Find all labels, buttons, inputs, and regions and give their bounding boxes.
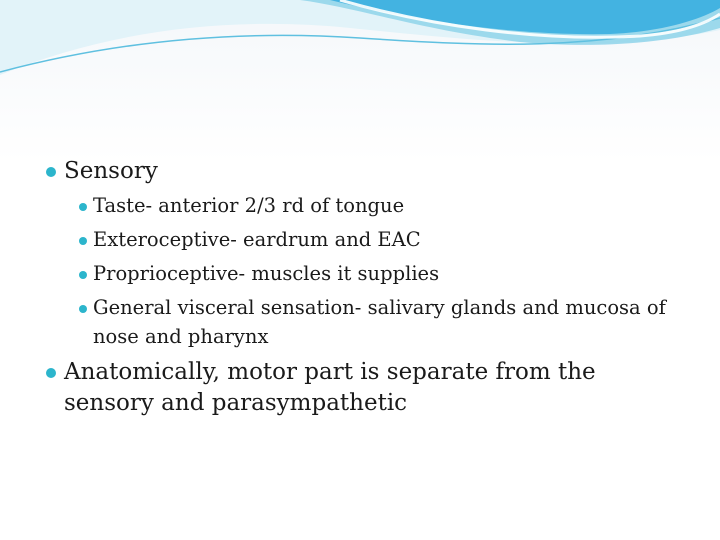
sub-bullet-dot-icon [79,237,87,245]
bullet-text: Sensory [64,158,158,184]
sub-bullet-list [64,191,684,351]
sub-bullet-dot-icon [79,271,87,279]
bullet-list [44,156,684,419]
sub-bullet-text: General visceral sensation- salivary glands and mucosa of nose and pharynx [93,296,666,348]
sub-bullet-text: Proprioceptive- muscles it supplies [93,262,440,285]
bullet-dot-icon [46,368,56,378]
bullet-text: Anatomically, motor part is separate from the sensory and parasympathetic [64,359,596,416]
sub-bullet-proprioceptive [64,259,684,288]
bullet-sensory [44,156,684,351]
sub-bullet-visceral [64,293,684,351]
bullet-dot-icon [46,167,56,177]
sub-bullet-text: Taste- anterior 2/3 rd of tongue [93,194,405,217]
bullet-anatomically [44,357,684,419]
sub-bullet-text: Exteroceptive- eardrum and EAC [93,228,421,251]
slide-content [44,156,684,425]
sub-bullet-dot-icon [79,203,87,211]
header-wave-decoration [0,0,720,100]
sub-bullet-exteroceptive [64,225,684,254]
sub-bullet-dot-icon [79,305,87,313]
sub-bullet-taste [64,191,684,220]
